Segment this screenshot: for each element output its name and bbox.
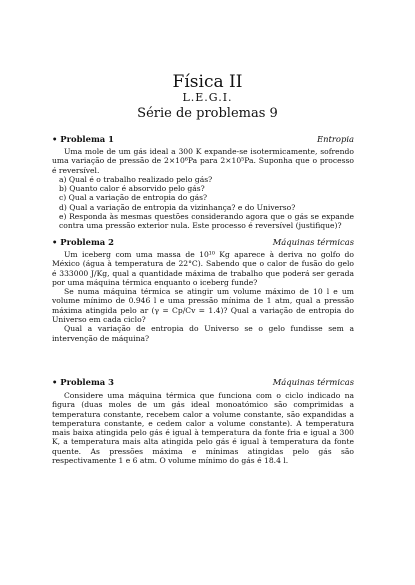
course-name: L.E.G.I. <box>182 91 233 104</box>
problem-1-body <box>52 147 354 231</box>
series-title: Série de problemas 9 <box>137 106 278 121</box>
problem-1-item-d: d) Qual a variação de entropia da vizinhança? e do Universo? <box>59 202 296 212</box>
problem-2-paragraph-1: Um iceberg com uma massa de 10¹⁰ Kg aparece à deriva no golfo do México (água à temperatura de 22°C). Sabendo que o calor de fusão do gelo é 333000 J/Kg, qual a quantidade máxima de trabalho que poderá ser gerada por uma máquina térmica enquanto o iceberg funde? <box>52 250 354 287</box>
problem-3-label: Problema 3 <box>60 377 114 387</box>
problem-2-category: Máquinas térmicas <box>272 237 354 247</box>
problem-3-category: Máquinas térmicas <box>272 377 354 387</box>
problem-1-category: Entropia <box>317 134 354 144</box>
problem-2-paragraph-3: Qual a variação de entropia do Universo se o gelo fundisse sem a intervenção de máquina? <box>52 324 354 343</box>
problem-3-header: • Problema 3 Máquinas térmicas <box>52 377 354 387</box>
problem-1-intro: Uma mole de um gás ideal a 300 K expande-se isotermicamente, sofrendo uma variação de pressão de 2×10⁶Pa para 2×10⁵Pa. Suponha que o processo é reversível. <box>52 147 354 175</box>
problem-1-item-e: e) Responda às mesmas questões considerando agora que o gás se expande contra uma pressão exterior nula. Este processo é reversível (justifique)? <box>59 212 354 231</box>
document-title: Física II <box>172 72 243 92</box>
problem-2-paragraph-2: Se numa máquina térmica se atingir um volume máximo de 10 l e um volume mínimo de 0.946 l e uma pressão mínima de 1 atm, qual a pressão máxima atingida pelo ar (γ = Cp/Cv = 1.4)? Qual a variação de entropia do Universo em cada ciclo? <box>52 287 354 325</box>
problem-3-paragraph-1: Considere uma máquina térmica que funciona com o ciclo indicado na figura (duas moles de um gás ideal monoatómico são comprimidas a temperatura constante, recebem calor a volume constante, são expandidas a temperatura constante, e cedem calor a volume constante). A temperatura mais baixa atingida pelo gás é igual à temperatura da fonte fria e igual a 300 K, a temperatura mais alta atingida pelo gás é igual à temperatura da fonte quente. As pressões máxima e mínimas atingidas pelo gás são respectivamente 1 e 6 atm. O volume mínimo do gás é 18.4 l. <box>52 391 354 466</box>
problem-1-item-b: b) Quanto calor é absorvido pelo gás? <box>59 184 205 194</box>
problem-1-header: • Problema 1 Entropia <box>52 134 354 144</box>
problem-2-label: Problema 2 <box>60 237 114 247</box>
problem-2-body <box>52 250 354 343</box>
problem-3-body <box>52 391 354 465</box>
problem-1-item-c: c) Qual a variação de entropia do gás? <box>59 193 208 203</box>
problem-1-item-a: a) Qual é o trabalho realizado pelo gás? <box>59 174 213 184</box>
problem-1-label: Problema 1 <box>60 134 114 144</box>
problem-2-header: • Problema 2 Máquinas térmicas <box>52 237 354 247</box>
